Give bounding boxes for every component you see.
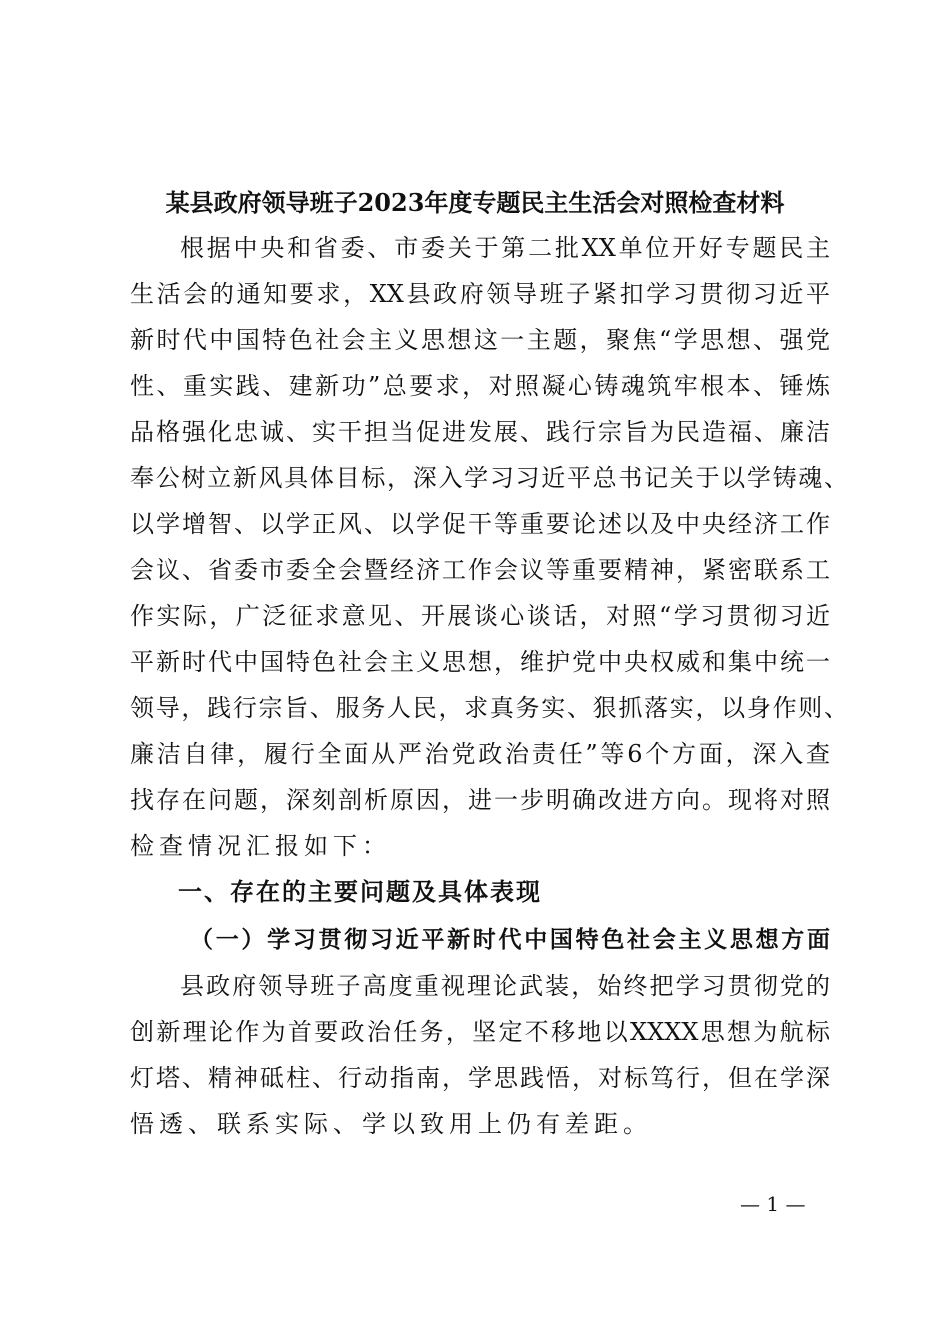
text-line: 品格强化忠诚、实干担当促进发展、践行宗旨为民造福、廉洁 [130, 418, 830, 446]
text-line: 灯塔、精神砥柱、行动指南，学思践悟，对标笃行，但在学深 [130, 1064, 830, 1092]
subsection-heading: （一）学习贯彻习近平新时代中国特色社会主义思想方面 [190, 926, 830, 953]
text-line: 以学增智、以学正风、以学促干等重要论述以及中央经济工作 [130, 510, 830, 538]
text-line: 找存在问题，深刻剖析原因，进一步明确改进方向。现将对照 [130, 786, 830, 814]
text-line: 检查情况汇报如下： [130, 832, 391, 860]
text-line: 平新时代中国特色社会主义思想，维护党中央权威和集中统一 [130, 648, 830, 676]
text-line: 根据中央和省委、市委关于第二批XX单位开好专题民主 [180, 234, 830, 262]
text-line: 奉公树立新风具体目标，深入学习习近平总书记关于以学铸魂、 [130, 464, 848, 492]
text-line: 县政府领导班子高度重视理论武装，始终把学习贯彻党的 [180, 972, 830, 1000]
text-line: 作实际，广泛征求意见、开展谈心谈话，对照“学习贯彻习近 [130, 602, 830, 630]
text-line: 廉洁自律，履行全面从严治党政治责任”等6个方面，深入查 [130, 740, 830, 768]
page-number: — 1 — [740, 1192, 806, 1216]
document-title: 某县政府领导班子2023年度专题民主生活会对照检查材料 [165, 188, 785, 217]
text-line: 悟透、联系实际、学以致用上仍有差距。 [130, 1110, 652, 1138]
section-heading: 一、存在的主要问题及具体表现 [178, 878, 542, 906]
text-line: 新时代中国特色社会主义思想这一主题，聚焦“学思想、强党 [130, 326, 830, 354]
text-line: 创新理论作为首要政治任务，坚定不移地以XXXX思想为航标 [130, 1018, 830, 1046]
text-line: 会议、省委市委全会暨经济工作会议等重要精神，紧密联系工 [130, 556, 830, 584]
text-line: 生活会的通知要求，XX县政府领导班子紧扣学习贯彻习近平 [130, 280, 830, 308]
text-line: 领导，践行宗旨、服务人民，求真务实、狠抓落实，以身作则、 [130, 694, 848, 722]
text-line: 性、重实践、建新功”总要求，对照凝心铸魂筑牢根本、锤炼 [130, 372, 830, 400]
